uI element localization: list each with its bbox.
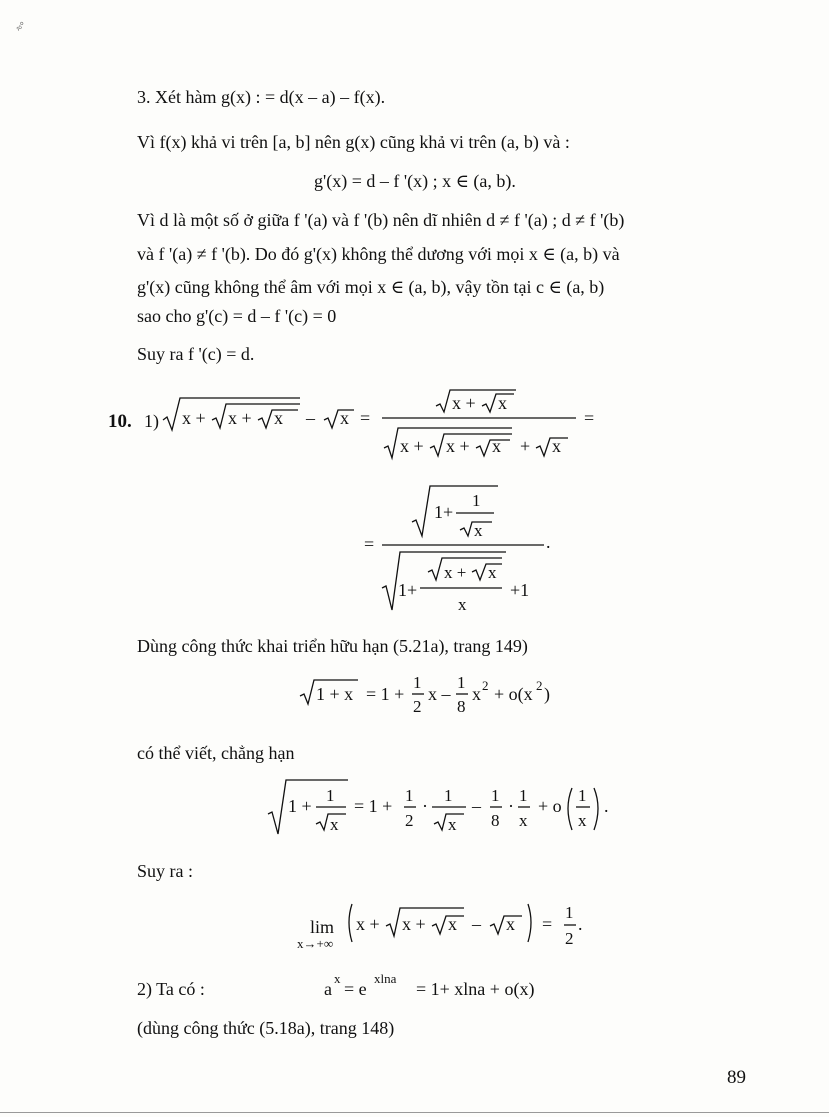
svg-text:.: .	[578, 914, 583, 934]
svg-text:2: 2	[413, 697, 422, 716]
formula-simplified-fraction	[360, 478, 560, 618]
svg-text:–: –	[472, 796, 481, 816]
svg-text:x: x	[274, 408, 283, 428]
svg-text:= 1 +: = 1 +	[366, 684, 405, 704]
svg-text:x: x	[448, 815, 457, 834]
svg-text:x: x	[519, 811, 528, 830]
text-can-write: có thể viết, chẳng hạn	[137, 743, 295, 763]
item3-line6: g'(x) cũng không thể âm với mọi x ∈ (a, b), vậy tồn tại c ∈ (a, b)	[137, 277, 605, 297]
svg-text:x –: x –	[428, 684, 451, 704]
text-therefore: Suy ra :	[137, 861, 193, 881]
page-number: 89	[727, 1067, 746, 1088]
svg-text:+: +	[520, 436, 531, 456]
svg-text:1: 1	[444, 786, 453, 805]
svg-text:1: 1	[565, 903, 574, 922]
svg-text:x +: x +	[228, 408, 252, 428]
svg-text:2: 2	[536, 678, 543, 693]
corner-scan-mark: ≈°	[14, 19, 29, 35]
item3-derivative-eq: g'(x) = d – f '(x) ; x ∈ (a, b).	[314, 171, 516, 191]
svg-text:1 + x: 1 + x	[316, 684, 354, 704]
svg-text:1: 1	[578, 786, 587, 805]
svg-text:1+: 1+	[434, 502, 454, 522]
svg-text:x: x	[506, 914, 515, 934]
svg-text:.: .	[546, 532, 551, 552]
svg-text:+ o(x: + o(x	[494, 684, 533, 704]
part2-expansion: = 1+ xlna + o(x)	[416, 979, 535, 999]
svg-text:x: x	[472, 684, 481, 704]
svg-text:–: –	[472, 914, 481, 934]
svg-text:x: x	[498, 393, 507, 413]
svg-text:x: x	[448, 914, 457, 934]
svg-text:x +: x +	[452, 393, 476, 413]
svg-text:=: =	[360, 408, 371, 428]
svg-text:): )	[544, 684, 550, 704]
svg-text:2: 2	[565, 929, 574, 948]
svg-text:x +: x +	[402, 914, 426, 934]
svg-text:+1: +1	[510, 580, 530, 600]
svg-text:x +: x +	[182, 408, 206, 428]
svg-text:x +: x +	[444, 563, 467, 582]
svg-text:x +: x +	[400, 436, 424, 456]
svg-text:x: x	[340, 408, 349, 428]
svg-text:x: x	[334, 971, 341, 986]
svg-text:x: x	[578, 811, 587, 830]
svg-text:x: x	[458, 595, 467, 614]
svg-text:1: 1	[413, 673, 422, 692]
item3-conclusion: Suy ra f '(c) = d.	[137, 344, 255, 364]
part2-label: 2) Ta có :	[137, 979, 205, 999]
item3-line1: 3. Xét hàm g(x) : = d(x – a) – f(x).	[137, 87, 386, 107]
formula-limit-result	[346, 894, 596, 956]
formula-nested-radical-difference	[160, 380, 610, 470]
svg-text:8: 8	[457, 697, 466, 716]
svg-text:1: 1	[519, 786, 528, 805]
svg-text:1: 1	[491, 786, 500, 805]
item3-line4: Vì d là một số ở giữa f '(a) và f '(b) nên dĩ nhiên d ≠ f '(a) ; d ≠ f '(b)	[137, 210, 625, 230]
svg-text:·: ·	[422, 796, 428, 816]
item3-line5: và f '(a) ≠ f '(b). Do đó g'(x) không thể dương với mọi x ∈ (a, b) và	[137, 244, 620, 264]
svg-text:8: 8	[491, 811, 500, 830]
svg-text:= 1 +: = 1 +	[354, 796, 393, 816]
svg-text:=: =	[542, 914, 553, 934]
formula-taylor-sqrt	[296, 668, 606, 734]
svg-text:1: 1	[326, 786, 335, 805]
limit-subscript: x→+∞	[297, 936, 334, 951]
formula-exponential	[322, 966, 422, 1000]
svg-text:=: =	[584, 408, 595, 428]
svg-text:1: 1	[457, 673, 466, 692]
svg-text:.: .	[604, 796, 609, 816]
text-formula-reference: Dùng công thức khai triển hữu hạn (5.21a), trang 149)	[137, 636, 528, 656]
svg-text:2: 2	[482, 678, 489, 693]
svg-text:= e: = e	[344, 979, 367, 999]
svg-text:x: x	[488, 563, 497, 582]
svg-text:x +: x +	[356, 914, 380, 934]
svg-text:1: 1	[472, 491, 481, 510]
svg-text:1: 1	[405, 786, 414, 805]
part2-reference: (dùng công thức (5.18a), trang 148)	[137, 1018, 395, 1038]
svg-text:1 +: 1 +	[288, 796, 312, 816]
svg-text:xlna: xlna	[374, 971, 397, 986]
svg-text:·: ·	[508, 796, 514, 816]
svg-text:1+: 1+	[398, 580, 418, 600]
item3-line7: sao cho g'(c) = d – f '(c) = 0	[137, 306, 337, 326]
svg-text:x +: x +	[446, 436, 470, 456]
svg-text:2: 2	[405, 811, 414, 830]
formula-expansion-example	[266, 774, 636, 848]
bottom-rule	[0, 1112, 829, 1113]
svg-text:=: =	[364, 534, 375, 554]
item10-number: 10.	[108, 411, 132, 432]
svg-text:x: x	[330, 815, 339, 834]
svg-text:+ o: + o	[538, 796, 562, 816]
svg-text:x: x	[552, 436, 561, 456]
svg-text:a: a	[324, 979, 332, 999]
limit-label: lim	[310, 917, 335, 937]
svg-text:–: –	[306, 408, 315, 428]
item3-line2: Vì f(x) khả vi trên [a, b] nên g(x) cũng khả vi trên (a, b) và :	[137, 132, 570, 152]
item10-part1-label: 1)	[144, 411, 159, 431]
svg-text:x: x	[474, 521, 483, 540]
svg-text:x: x	[492, 436, 501, 456]
